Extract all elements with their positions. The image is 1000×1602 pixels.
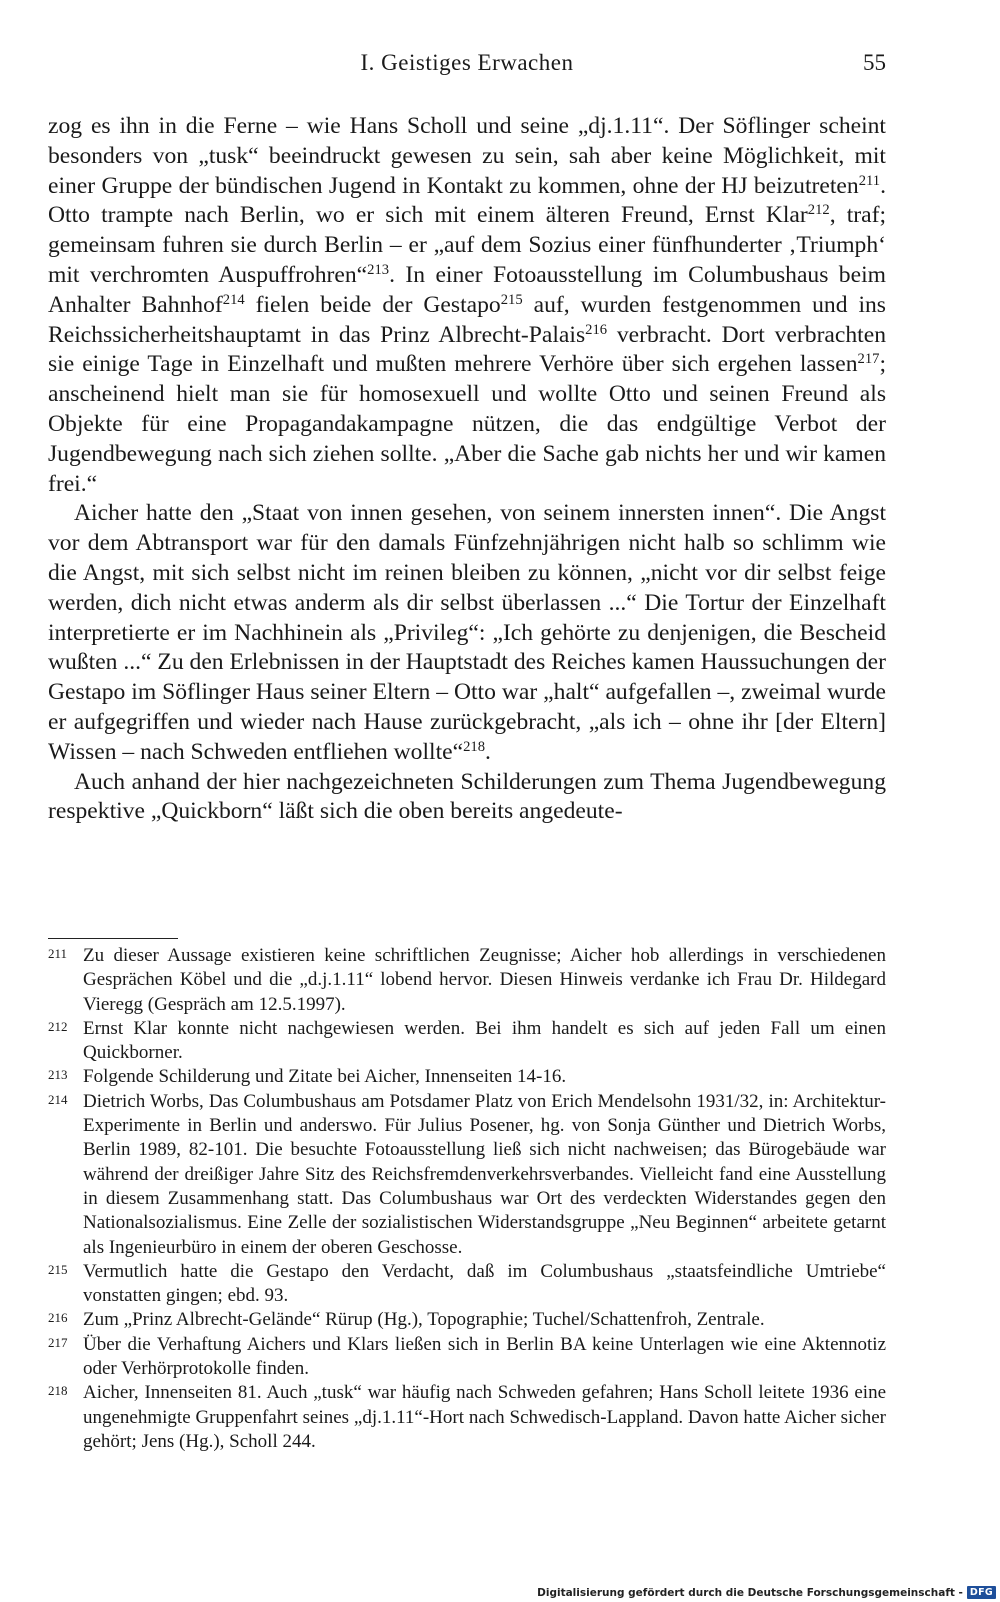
paragraph-3 <box>48 768 886 828</box>
footnote-ref-213: 213 <box>367 261 390 278</box>
credit-text: Digitalisierung gefördert durch die Deutsche Forschungsgemeinschaft - <box>537 1586 963 1599</box>
body-text <box>48 112 886 827</box>
digitization-credit <box>537 1586 996 1599</box>
footnote-text: Aicher, Innenseiten 81. Auch „tusk“ war häufig nach Schweden gefahren; Hans Scholl leitete 1936 eine ungenehmigte Gruppenfahrt seines „dj.1.11“-Hort nach Schwedisch-Lappland. Davon hatte Aicher sicher gehört; Jens (Hg.), Scholl 244. <box>83 1382 886 1452</box>
text-run: . Otto trampte nach Berlin, wo er sich mit einem älteren Freund, Ernst Klar <box>48 172 886 229</box>
footnote-text: Folgende Schilderung und Zitate bei Aicher, Innenseiten 14-16. <box>83 1066 567 1088</box>
footnote-text: Ernst Klar konnte nicht nachgewiesen werden. Bei ihm handelt es sich auf jeden Fall um einen Quickborner. <box>83 1017 886 1064</box>
footnote-number: 211 <box>48 946 68 961</box>
text-run: Aicher hatte den „Staat von innen gesehen, von seinem innersten innen“. Die Angst vor dem Abtransport war für den damals Fünfzehnjährigen nicht halb so schlimm wie die Angst, mit sich selbst nicht im reinen bleiben zu können, „nicht vor dir selbst feige werden, dich nicht etwas anderm als dir selbst überlassen ...“ Die Tortur der Einzelhaft interpretierte er im Nachhinein als „Privileg“: „Ich gehörte zu denjenigen, die Bescheid wußten ...“ Zu den Erlebnissen in der Hauptstadt des Reiches kamen Haussuchungen der Gestapo im Söflinger Haus seiner Eltern – Otto war „halt“ aufgefallen –, zweimal wurde er aufgegriffen und wieder nach Hause zurückgebracht, „als ich – ohne ihr [der Eltern] Wissen – nach Schweden entfliehen wollte“ <box>48 500 887 765</box>
footnote-ref-214: 214 <box>222 291 245 308</box>
dfg-logo: DFG <box>967 1586 996 1599</box>
footnote-number: 212 <box>48 1018 68 1034</box>
page-header <box>48 50 886 84</box>
footnote-number: 214 <box>48 1091 68 1107</box>
footnote-216 <box>48 1308 886 1332</box>
paragraph-1 <box>48 112 886 499</box>
footnote-ref-211: 211 <box>858 172 881 189</box>
footnote-ref-216: 216 <box>585 321 608 338</box>
footnote-213 <box>48 1065 886 1089</box>
footnote-218 <box>48 1381 886 1454</box>
footnote-divider <box>48 938 178 939</box>
footnote-number: 218 <box>48 1383 68 1399</box>
footnotes <box>48 944 886 1454</box>
footnote-number: 217 <box>48 1334 68 1350</box>
footnote-217 <box>48 1333 886 1382</box>
text-run: Auch anhand der hier nachgezeichneten Schilderungen zum Thema Jugendbewegung respektive „Quickborn“ läßt sich die oben bereits angedeute- <box>48 768 886 825</box>
footnote-ref-217: 217 <box>857 351 880 368</box>
footnote-text: Vermutlich hatte die Gestapo den Verdacht, daß im Columbushaus „staatsfeindliche Umtriebe“ vonstatten gingen; ebd. 93. <box>83 1260 886 1307</box>
text-run: . In einer Fotoausstellung im Columbushaus beim Anhalter Bahnhof <box>48 261 886 318</box>
text-run: . <box>485 738 491 765</box>
text-run: ; anscheinend hielt man sie für homosexuell und wollte Otto und seinen Freund als Objekte für eine Propagandakampagne nützen, die das endgültige Verbot der Jugendbewegung nach sich ziehen sollte. „Aber die Sache gab nichts her und wir kamen frei.“ <box>48 351 886 497</box>
text-run: auf, wurden festgenommen und ins Reichssicherheitshauptamt in das Prinz Albrecht-Palais <box>48 291 886 348</box>
footnote-text: Zum „Prinz Albrecht-Gelände“ Rürup (Hg.), Topographie; Tuchel/Schattenfroh, Zentrale. <box>83 1309 765 1331</box>
footnote-ref-218: 218 <box>463 738 486 755</box>
footnote-text: Zu dieser Aussage existieren keine schriftlichen Zeugnisse; Aicher hob allerdings in verschiedenen Gesprächen Köbel und die „d.j.1.11“ lobend hervor. Diesen Hinweis verdanke ich Frau Dr. Hildegard Vieregg (Gespräch am 12.5.1997). <box>83 945 886 1015</box>
text-run: zog es ihn in die Ferne – wie Hans Scholl und seine „dj.1.11“. Der Söflinger scheint besonders von „tusk“ beeindruckt gewesen zu sein, sah aber keine Möglichkeit, mit einer Gruppe der bündischen Jugend in Kontakt zu kommen, ohne der HJ beizutreten <box>48 113 886 199</box>
footnote-212 <box>48 1017 886 1066</box>
footnote-ref-215: 215 <box>500 291 523 308</box>
footnote-number: 213 <box>48 1067 68 1083</box>
text-run: fielen beide der Gestapo <box>244 291 501 318</box>
running-head: I. Geistiges Erwachen <box>360 50 574 75</box>
footnote-text: Dietrich Worbs, Das Columbushaus am Potsdamer Platz von Erich Mendelsohn 1931/32, in: Architektur-Experimente in Berlin und anderswo. Für Julius Posener, hg. von Sonja Günther und Dietrich Worbs, Berlin 1989, 82-101. Die besuchte Fotoausstellung ließ sich nicht nachweisen; das Bürogebäude war während der dreißiger Jahre Sitz des Reichsfremdenverkehrsverbandes. Vielleicht fand eine Ausstellung in diesem Zusammenhang statt. Das Columbushaus war Ort des verdeckten Widerstandes gegen den Nationalsozialismus. Eine Zelle der sozialistischen Widerstandsgruppe „Neu Beginnen“ arbeitete getarnt als Ingenieurbüro in einem der oberen Geschosse. <box>83 1090 886 1258</box>
text-run: , traf; gemeinsam fuhren sie durch Berlin – er „auf dem Sozius einer fünfhunderter ‚Triumph‘ mit verchromten Auspuffrohren“ <box>48 202 886 288</box>
paragraph-2 <box>48 499 886 767</box>
footnote-text: Über die Verhaftung Aichers und Klars ließen sich in Berlin BA keine Unterlagen wie eine Aktennotiz oder Verhörprotokolle finden. <box>83 1333 886 1380</box>
footnote-214 <box>48 1090 886 1260</box>
footnote-ref-212: 212 <box>807 202 830 219</box>
footnote-215 <box>48 1260 886 1309</box>
footnote-number: 216 <box>48 1310 68 1326</box>
footnote-211 <box>48 944 886 1017</box>
text-run: verbracht. Dort verbrachten sie einige Tage in Einzelhaft und mußten mehrere Verhöre über sich ergehen lassen <box>48 321 886 378</box>
footnote-number: 215 <box>48 1261 68 1277</box>
page-number: 55 <box>863 50 886 75</box>
